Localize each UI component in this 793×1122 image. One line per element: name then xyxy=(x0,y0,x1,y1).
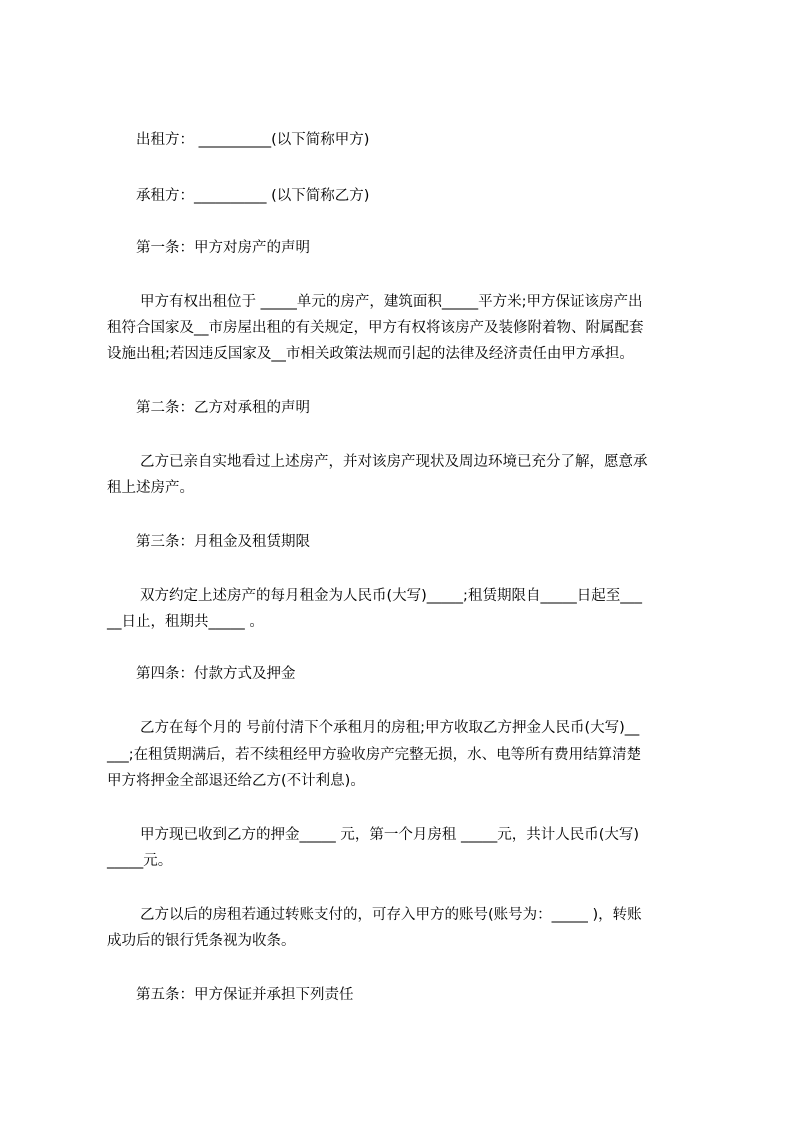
clause4-p2-line-2: _____元。 xyxy=(107,853,173,869)
clause3-title: 第三条：月租金及租赁期限 xyxy=(136,534,310,550)
lessee-line: 承租方：__________ (以下简称乙方) xyxy=(136,188,370,204)
clause1-line-2: 租符合国家及__市房屋出租的有关规定，甲方有权将该房产及装修附着物、附属配套 xyxy=(107,320,644,336)
clause4-p3-line-2: 成功后的银行凭条视为收条。 xyxy=(107,933,296,949)
clause4-p1-line-3: 甲方将押金全部退还给乙方(不计利息)。 xyxy=(107,773,365,789)
clause4-title: 第四条：付款方式及押金 xyxy=(136,666,296,682)
clause1-title: 第一条：甲方对房产的声明 xyxy=(136,240,310,256)
clause4-p1-line-1: 乙方在每个月的 号前付清下个承租月的房租;甲方收取乙方押金人民币(大写)__ xyxy=(140,720,640,736)
clause4-p3-line-1: 乙方以后的房租若通过转账支付的，可存入甲方的账号(账号为：_____ )，转账 xyxy=(140,907,642,923)
lessor-line: 出租方： __________(以下简称甲方) xyxy=(136,132,370,148)
clause5-title: 第五条：甲方保证并承担下列责任 xyxy=(136,987,354,1003)
clause4-p1-line-2: ___;在租赁期满后，若不续租经甲方验收房产完整无损，水、电等所有费用结算清楚 xyxy=(107,747,642,763)
clause4-p2-line-1: 甲方现已收到乙方的押金_____ 元，第一个月房租 _____元，共计人民币(大写) xyxy=(140,827,640,843)
clause2-line-1: 乙方已亲自实地看过上述房产，并对该房产现状及周边环境已充分了解，愿意承 xyxy=(140,454,648,470)
clause1-line-3: 设施出租;若因违反国家及__市相关政策法规而引起的法律及经济责任由甲方承担。 xyxy=(107,346,634,362)
clause2-line-2: 租上述房产。 xyxy=(107,480,194,496)
clause1-line-1: 甲方有权出租位于 _____单元的房产，建筑面积_____平方米;甲方保证该房产出 xyxy=(140,294,643,310)
clause2-title: 第二条：乙方对承租的声明 xyxy=(136,400,310,416)
clause3-line-2: __日止，租期共_____ 。 xyxy=(107,614,264,630)
clause3-line-1: 双方约定上述房产的每月租金为人民币(大写)_____;租赁期限自_____日起至___ xyxy=(140,588,642,604)
